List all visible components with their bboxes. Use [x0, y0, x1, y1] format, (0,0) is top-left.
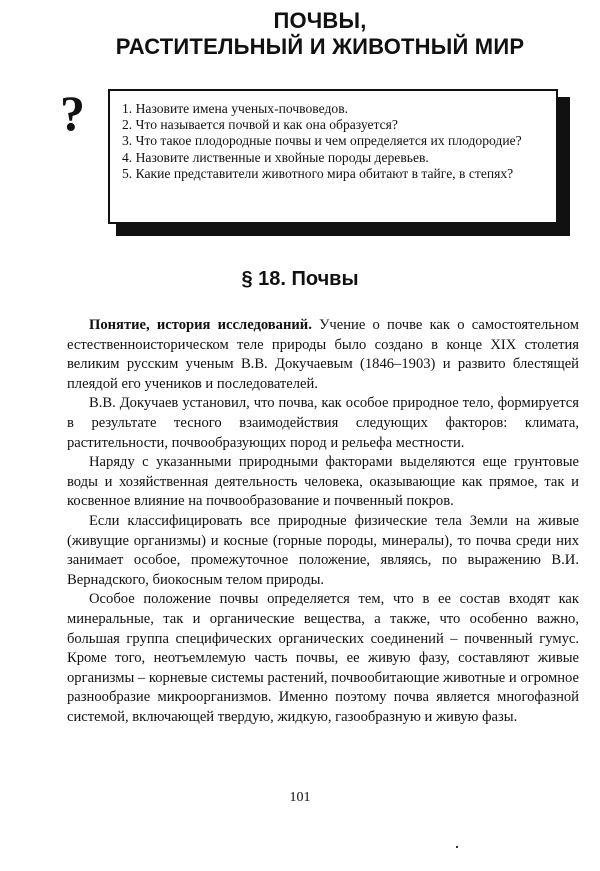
- paragraph-lead: Понятие, история исследований.: [89, 317, 312, 333]
- paragraph-text: Наряду с указанными природными факторами выделяются еще грунтовые воды и хозяйственная деятельность человека, оказывающие как прямое, так и косвенное влияние на почвообразование и почвенный покров.: [67, 454, 579, 510]
- question-item: 5. Какие представители животного мира обитают в тайге, в степях?: [122, 165, 514, 181]
- questions-list: [122, 101, 546, 182]
- page-number: 101: [289, 790, 311, 805]
- paragraph: [67, 453, 579, 512]
- paragraph: [67, 394, 579, 453]
- section-title: § 18. Почвы: [241, 268, 359, 290]
- question-item: 2. Что называется почвой и как она образуется?: [122, 117, 398, 133]
- question-item: 3. Что такое плодородные почвы и чем определяется их плодородие?: [122, 133, 522, 149]
- paragraph: [67, 590, 579, 727]
- body-text: [67, 316, 579, 727]
- chapter-title-line-2: РАСТИТЕЛЬНЫЙ И ЖИВОТНЫЙ МИР: [115, 34, 525, 59]
- paragraph-text: В.В. Докучаев установил, что почва, как особое природное тело, формируется в результате тесного взаимодействия следующих факторов: климата, растительности, почвообразующих пород и рельефа местности.: [67, 395, 579, 451]
- paragraph: [67, 512, 579, 590]
- chapter-title-line-1: ПОЧВЫ,: [273, 8, 367, 33]
- question-mark-icon: ?: [60, 85, 85, 141]
- question-item: 1. Назовите имена ученых-почвоведов.: [122, 101, 349, 116]
- questions-box: [108, 89, 558, 224]
- paragraph-text: Особое положение почвы определяется тем, что в ее состав входят как минеральные, так и органические вещества, а также, что особенно важно, большая группа специфических органических соединений – почвенный гумус. Кроме того, неотъемлемую часть почвы, ее живую фазу, составляют живые организмы – корневые системы растений, почвообитающие животные и огромное разнообразие микроорганизмов. Именно поэтому почва является многофазной системой, включающей твердую, жидкую, газообразную и живую фазы.: [67, 591, 579, 725]
- scan-speck: [456, 846, 458, 848]
- question-item: 4. Назовите лиственные и хвойные породы деревьев.: [122, 149, 429, 165]
- chapter-title: [60, 8, 580, 60]
- paragraph-text: Если классифицировать все природные физические тела Земли на живые (живущие организмы) и косные (горные породы, минералы), то почва среди них занимает особое, промежуточное положение, являясь, по выражению В.И. Вернадского, биокосным телом природы.: [67, 512, 579, 588]
- paragraph: [67, 316, 579, 394]
- paragraph-text: Учение о почве как о самостоятельном естественноисторическом теле природы было создано в конце XIX столетия великим русским ученым В.В. Докучаевым (1846–1903) и развито блестящей плеядой его учеников и последователей.: [67, 317, 579, 392]
